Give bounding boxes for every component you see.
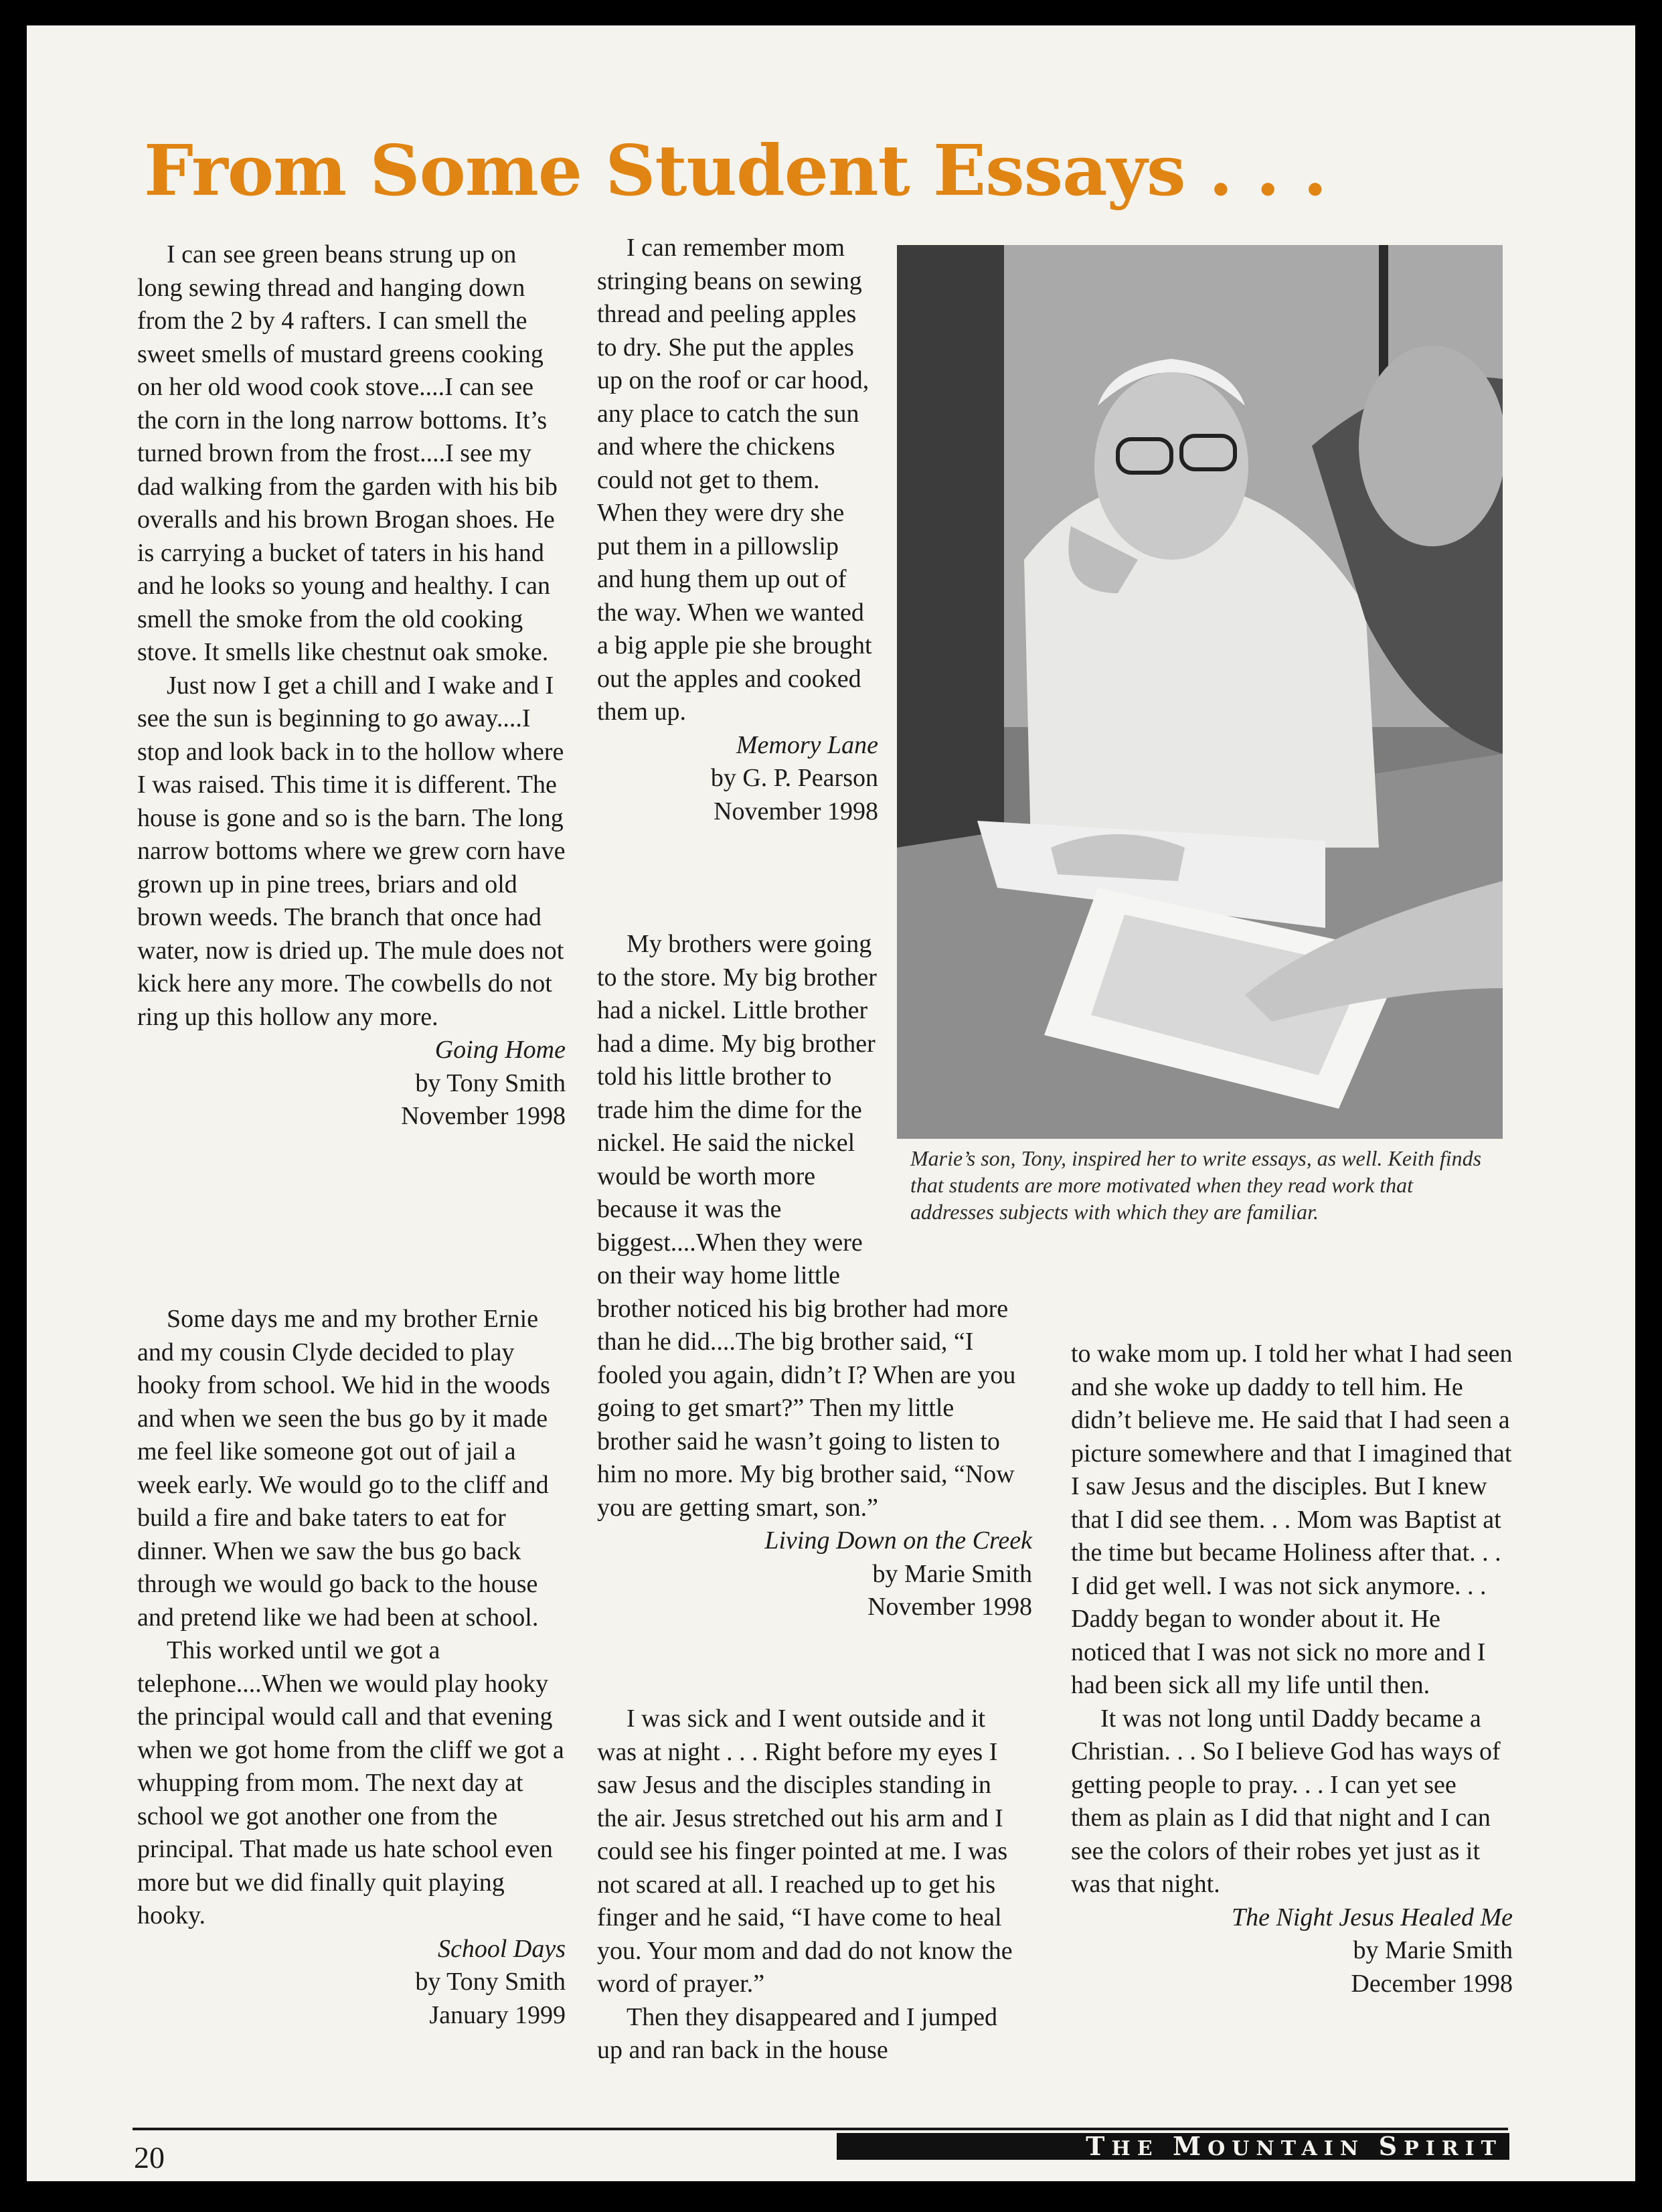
essay-date: November 1998 xyxy=(867,1593,1032,1621)
essay-signature xyxy=(1071,1901,1513,2001)
essay-paragraph: Then they disappeared and I jumped up and ran back in the house xyxy=(597,2002,997,2064)
magazine-name-rest: OUNTAIN xyxy=(1208,2137,1379,2160)
essay-byline: by Tony Smith xyxy=(415,1069,566,1097)
page-number: 20 xyxy=(134,2140,165,2175)
essay-night-jesus-part1 xyxy=(597,1703,1025,2067)
essay-signature xyxy=(137,1034,566,1133)
essay-paragraph: Some days me and my brother Ernie and my cousin Clyde decided to play hooky from school. We hid in the woods and when we seen the bus go by it made me feel like someone got out of jail a week early. We would go to the cliff and build a fire and bake taters to eat for dinner. When we saw the bus go back through we would go back to the house and pretend like we had been at school. xyxy=(137,1305,550,1632)
essay-byline: by G. P. Pearson xyxy=(710,764,878,792)
essay-title: Going Home xyxy=(434,1036,566,1064)
photo-caption: Marie’s son, Tony, inspired her to write essays, as well. Keith finds that students are more motivated when they read work that addresses subjects with which they are familiar. xyxy=(910,1146,1482,1224)
essay-signature xyxy=(597,1524,1032,1624)
essay-date: November 1998 xyxy=(401,1102,566,1130)
essay-paragraph: Just now I get a chill and I wake and I see the sun is beginning to go away....I stop and look back in to the hollow where I was raised. This time it is different. The house is gone and so is the barn. The long narrow bottoms where we grew corn have grown up in pine trees, briars and old brown weeds. The branch that once had water, now is dried up. The mule does not kick here any more. The cowbells do not ring up this hollow any more. xyxy=(137,671,566,1031)
essay-paragraph: It was not long until Daddy became a Christian. . . So I believe God has ways of getting people to pray. . . I can yet see them as plain as I did that night and I can see the colors of their robes yet just as it was that night. xyxy=(1071,1704,1501,1898)
essay-paragraph: My brothers were going to the store. My big brother had a nickel. Little brother had a dime. My big brother told his little brother to trade him the dime for the nickel. He said the nickel would be worth more because it was the biggest....When they were on their way home little brother noticed his big brother had more than he did....The big brother said, “I fooled you again, didn’t I? When are you going to get smart?” Then my little brother said he wasn’t going to listen to him no more. My big brother said, “Now you are getting smart, son.” xyxy=(597,930,1016,1522)
magazine-name-rest: PIRIT xyxy=(1404,2137,1503,2160)
photo xyxy=(897,245,1503,1139)
page-title: From Some Student Essays . . . xyxy=(144,129,1327,212)
photo-illustration xyxy=(897,245,1503,1139)
essay-signature xyxy=(597,729,878,829)
essay-date: November 1998 xyxy=(714,797,878,825)
magazine-name-rest: HE xyxy=(1111,2137,1173,2160)
essay-paragraph: This worked until we got a telephone....When we would play hooky the principal would call and that evening when we got home from the cliff we got a whupping from mom. The next day at school we got another one from the principal. That made us hate school even more but we did finally quit playing hooky. xyxy=(137,1636,564,1929)
magazine-page xyxy=(27,25,1635,2181)
magazine-name-initial: M xyxy=(1173,2131,1208,2161)
magazine-name-initial: S xyxy=(1378,2131,1404,2161)
essay-paragraph: I was sick and I went outside and it was at night . . . Right before my eyes I saw Jesus and the disciples standing in the air. Jesus stretched out his arm and I could see his finger pointed at me. I was not scared at all. I reached up to get his finger and he said, “I have come to heal you. Your mom and dad do not know the word of prayer.” xyxy=(597,1705,1013,1998)
magazine-name-bar xyxy=(837,2133,1509,2160)
essay-title: The Night Jesus Healed Me xyxy=(1231,1903,1513,1931)
essay-byline: by Tony Smith xyxy=(415,1968,566,1996)
essay-title: Memory Lane xyxy=(736,730,878,759)
essay-night-jesus-part2 xyxy=(1071,1338,1513,2000)
essay-date: December 1998 xyxy=(1351,1969,1513,1998)
essay-byline: by Marie Smith xyxy=(872,1559,1032,1588)
essay-going-home xyxy=(137,238,566,1133)
essay-signature xyxy=(137,1933,566,2033)
essay-memory-lane xyxy=(597,232,878,828)
magazine-name-initial: T xyxy=(1086,2131,1112,2161)
essay-paragraph: I can see green beans strung up on long sewing thread and hanging down from the 2 by 4 rafters. I can smell the sweet smells of mustard greens cooking on her old wood cook stove....I can see the corn in the long narrow bottoms. It’s turned brown from the frost....I see my dad walking from the garden with his bib overalls and his brown Brogan shoes. He is carrying a bucket of taters in his hand and he looks so young and healthy. I can smell the smoke from the old cooking stove. It smells like chestnut oak smoke. xyxy=(137,240,558,666)
essay-school-days xyxy=(137,1303,566,2032)
essay-title: Living Down on the Creek xyxy=(764,1526,1032,1555)
essay-paragraph: to wake mom up. I told her what I had seen and she woke up daddy to tell him. He didn’t believe me. He said that I had seen a picture somewhere and that I imagined that I saw Jesus and the disciples. But I knew that I did see them. . . Mom was Baptist at the time but became Holiness after that. . . I did get well. I was not sick anymore. . . Daddy began to wonder about it. He noticed that I was not sick no more and I had been sick all my life until then. xyxy=(1071,1340,1513,1699)
essay-byline: by Marie Smith xyxy=(1353,1936,1513,1964)
footer-rule xyxy=(133,2128,1508,2130)
essay-paragraph: I can remember mom stringing beans on sewing thread and peeling apples to dry. She put the apples up on the roof or car hood, any place to catch the sun and where the chickens could not get to them. When they were dry she put them in a pillowslip and hung them up out of the way. When we wanted a big apple pie she brought out the apples and cooked them up. xyxy=(597,234,872,726)
essay-title: School Days xyxy=(437,1934,566,1963)
essay-date: January 1999 xyxy=(429,2000,566,2029)
